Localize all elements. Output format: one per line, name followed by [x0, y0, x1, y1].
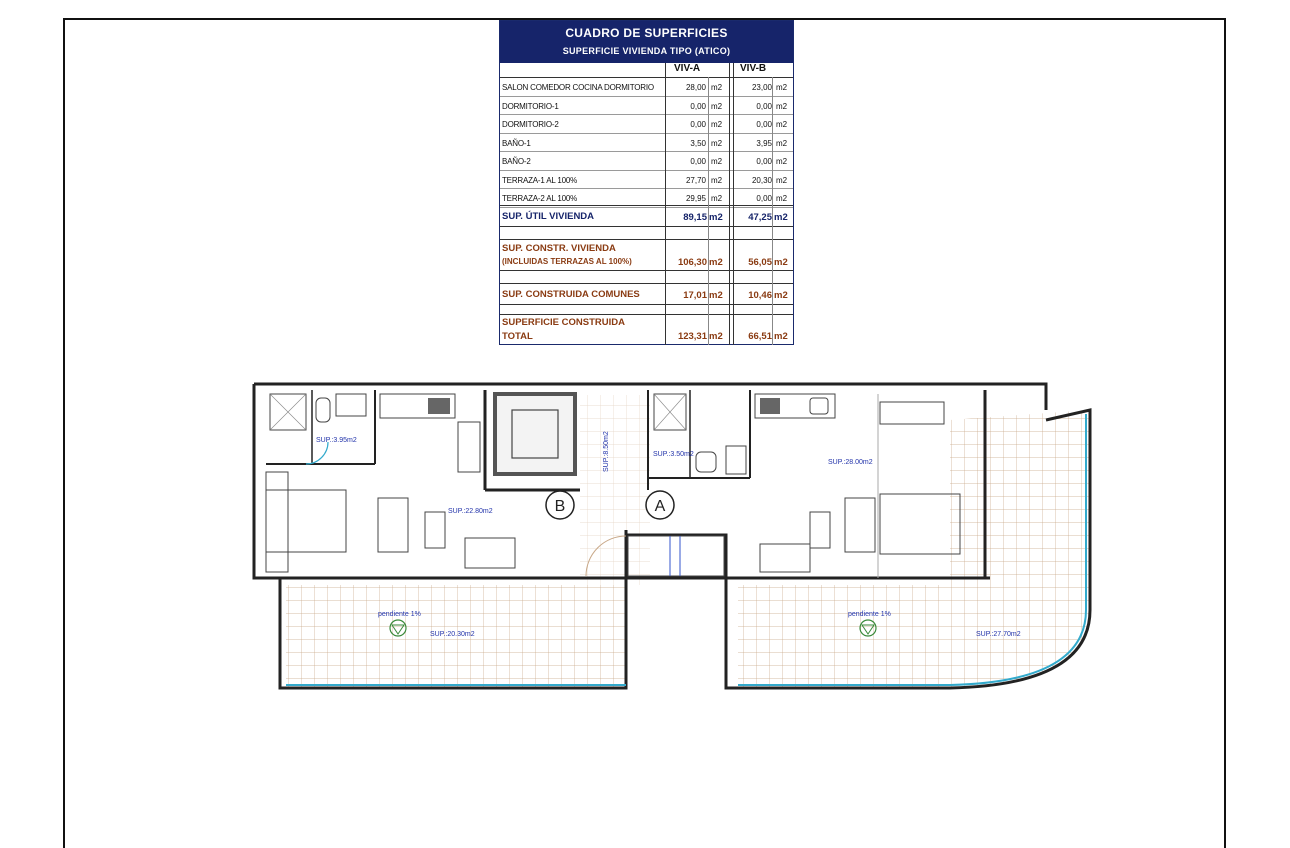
column-viv-a: VIV-A — [674, 63, 701, 74]
label-bath-a: SUP.:3.50m2 — [653, 451, 694, 458]
row-value-b: 0,00 — [756, 157, 772, 166]
table-header — [500, 21, 793, 63]
sofa-table-a — [810, 512, 830, 548]
column-headers — [500, 63, 793, 78]
table-row — [500, 97, 793, 116]
row-unit-a: m2 — [711, 101, 723, 111]
total-value-b: 66,51 — [748, 331, 772, 342]
column-divider — [733, 63, 734, 345]
comunes-row — [500, 283, 793, 305]
row-unit-b: m2 — [776, 157, 788, 166]
util-unit-b: m2 — [774, 212, 788, 223]
row-unit-b: m2 — [776, 120, 788, 129]
sofa-table-b — [425, 512, 445, 548]
row-unit-b: m2 — [776, 138, 788, 148]
total-label-1: SUPERFICIE CONSTRUIDA — [502, 317, 625, 328]
surface-table — [499, 20, 794, 345]
dining-table-a — [760, 544, 810, 572]
comunes-unit-b: m2 — [774, 290, 788, 301]
table-row — [500, 78, 793, 97]
column-divider — [665, 63, 666, 345]
constr-row — [500, 239, 793, 271]
table-row — [500, 134, 793, 153]
row-label: TERRAZA-2 AL 100% — [502, 194, 578, 203]
hob-a-icon — [760, 398, 780, 414]
table-title: CUADRO DE SUPERFICIES — [565, 26, 728, 40]
unit-b-letter: B — [554, 498, 566, 515]
table-row — [500, 152, 793, 171]
row-unit-a: m2 — [711, 120, 723, 129]
row-value-b: 0,00 — [756, 120, 772, 129]
comunes-label: SUP. CONSTRUIDA COMUNES — [502, 289, 640, 300]
unit-divider — [708, 77, 709, 345]
hob-b-icon — [428, 398, 450, 414]
row-value-b: 0,00 — [756, 194, 772, 203]
row-unit-a: m2 — [711, 83, 723, 92]
util-value-b: 47,25 — [748, 212, 772, 223]
column-divider — [729, 63, 730, 345]
bed-b — [266, 490, 346, 552]
row-value-b: 3,95 — [756, 138, 772, 148]
column-viv-b: VIV-B — [740, 63, 767, 74]
util-label: SUP. ÚTIL VIVIENDA — [502, 211, 595, 222]
row-label: DORMITORIO-1 — [502, 101, 559, 111]
armchair-a — [845, 498, 875, 552]
row-value-b: 20,30 — [751, 175, 772, 185]
label-slope-b: pendiente 1% — [378, 611, 421, 618]
label-terrace-b: SUP.:20.30m2 — [430, 631, 475, 638]
row-value-a: 27,70 — [685, 175, 706, 185]
label-living-a: SUP.:28.00m2 — [828, 459, 873, 466]
wardrobe-b — [266, 472, 288, 572]
floor-plan — [250, 380, 1110, 700]
terrace-a — [738, 410, 1090, 688]
unit-divider — [772, 77, 773, 345]
elevator-shaft — [495, 394, 575, 474]
label-slope-a: pendiente 1% — [848, 611, 891, 618]
row-unit-a: m2 — [711, 157, 723, 166]
util-unit-a: m2 — [709, 212, 723, 223]
total-row — [500, 314, 793, 345]
constr-label-1: SUP. CONSTR. VIVIENDA — [502, 243, 616, 254]
sink-a — [810, 398, 828, 414]
label-bath-b: SUP.:3.95m2 — [316, 437, 357, 444]
row-label: DORMITORIO-2 — [502, 120, 559, 129]
toilet-a — [696, 452, 716, 472]
armchair-b — [378, 498, 408, 552]
table-row — [500, 171, 793, 190]
table-row — [500, 115, 793, 134]
wardrobe-a — [880, 402, 944, 424]
comunes-value-b: 10,46 — [748, 290, 772, 301]
label-landing: SUP.:8.50m2 — [603, 431, 610, 472]
washbasin-a — [726, 446, 746, 474]
row-unit-a: m2 — [711, 194, 723, 203]
comunes-value-a: 17,01 — [683, 290, 707, 301]
bed-a — [880, 494, 960, 554]
constr-label-2: (INCLUIDAS TERRAZAS AL 100%) — [502, 257, 632, 266]
unit-a-letter: A — [654, 498, 666, 515]
sink-b — [336, 394, 366, 416]
fridge-b — [458, 422, 480, 472]
row-unit-a: m2 — [711, 138, 723, 148]
row-value-b: 23,00 — [751, 83, 772, 92]
constr-unit-a: m2 — [709, 257, 723, 268]
row-value-a: 0,00 — [690, 101, 706, 111]
toilet-b — [316, 398, 330, 422]
util-value-a: 89,15 — [683, 212, 707, 223]
label-terrace-a: SUP.:27.70m2 — [976, 631, 1021, 638]
row-unit-b: m2 — [776, 194, 788, 203]
row-value-a: 0,00 — [690, 120, 706, 129]
constr-value-a: 106,30 — [677, 257, 707, 268]
door-swing — [306, 442, 328, 464]
row-value-b: 0,00 — [756, 101, 772, 111]
constr-unit-b: m2 — [774, 257, 788, 268]
row-unit-b: m2 — [776, 101, 788, 111]
total-label-2: TOTAL — [502, 331, 533, 342]
util-row — [500, 205, 793, 227]
dining-table-b — [465, 538, 515, 568]
label-living-b: SUP.:22.80m2 — [448, 508, 493, 515]
row-value-a: 28,00 — [685, 83, 706, 92]
row-unit-b: m2 — [776, 175, 788, 185]
row-unit-a: m2 — [711, 175, 723, 185]
constr-value-b: 56,05 — [748, 257, 772, 268]
total-unit-b: m2 — [774, 331, 788, 342]
row-value-a: 29,95 — [685, 194, 706, 203]
row-value-a: 0,00 — [690, 157, 706, 166]
table-subtitle: SUPERFICIE VIVIENDA TIPO (ATICO) — [562, 46, 731, 56]
row-label: BAÑO-1 — [502, 138, 531, 148]
row-unit-b: m2 — [776, 83, 788, 92]
total-unit-a: m2 — [709, 331, 723, 342]
row-value-a: 3,50 — [690, 138, 706, 148]
row-label: SALON COMEDOR COCINA DORMITORIO — [502, 83, 654, 92]
row-label: BAÑO-2 — [502, 157, 531, 166]
comunes-unit-a: m2 — [709, 290, 723, 301]
total-value-a: 123,31 — [677, 331, 707, 342]
row-label: TERRAZA-1 AL 100% — [502, 175, 578, 185]
